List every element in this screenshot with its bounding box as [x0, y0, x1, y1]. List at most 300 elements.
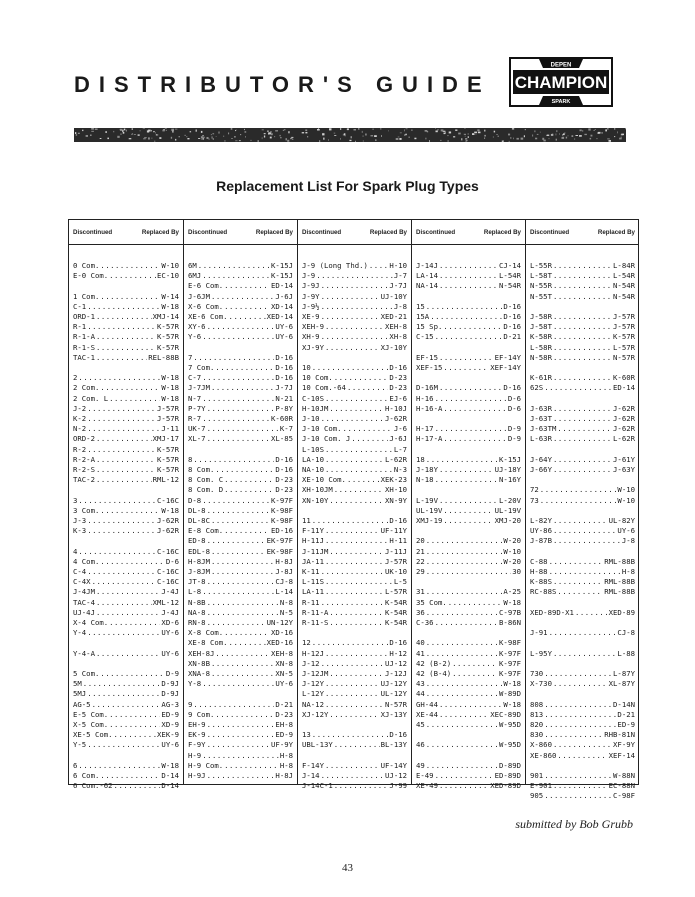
table-row — [184, 496, 297, 506]
table-column — [69, 220, 183, 791]
discontinued-type: E-0 Com. — [73, 271, 109, 281]
leader-dots — [334, 485, 384, 495]
table-row — [298, 618, 411, 628]
table-title: Replacement List For Spark Plug Types — [216, 178, 479, 194]
table-row — [298, 475, 411, 485]
discontinued-type: R-1 — [73, 322, 87, 332]
replacement-type: UL-19V — [494, 505, 521, 515]
replacement-type: UY-6 — [275, 332, 293, 342]
table-row — [526, 557, 639, 567]
table-row — [526, 628, 639, 638]
replacement-type: RHB-81N — [604, 730, 635, 740]
leader-dots — [553, 465, 612, 475]
table-row — [412, 271, 525, 281]
table-row — [526, 720, 639, 730]
discontinued-type: 813 — [530, 709, 544, 719]
table-row — [298, 608, 411, 618]
table-row — [412, 322, 525, 332]
leader-dots — [96, 475, 152, 485]
table-row — [69, 547, 183, 557]
table-row — [184, 659, 297, 669]
discontinued-type: X-730 — [530, 679, 552, 689]
table-row — [412, 302, 525, 312]
replacement-type: XED-89D — [490, 781, 521, 791]
replacement-type: K-98F — [271, 516, 293, 525]
discontinued-type: ORD-2 — [73, 434, 95, 444]
leader-dots — [87, 322, 156, 332]
replacement-type: J-63Y — [613, 465, 635, 474]
discontinued-type: 0 Com. — [73, 261, 100, 270]
discontinued-type: UL-19V — [416, 505, 443, 515]
replacement-type: L-88 — [617, 648, 635, 658]
leader-dots — [544, 383, 612, 393]
leader-dots — [325, 445, 393, 455]
leader-dots — [321, 281, 389, 291]
column-header — [69, 220, 183, 245]
replacement-type: J-6 — [393, 424, 407, 434]
discontinued-type: 12 — [302, 638, 311, 648]
leader-dots — [329, 496, 384, 506]
leader-dots — [215, 710, 274, 720]
champion-logo — [509, 57, 613, 107]
discontinued-type: J-12Y — [302, 679, 324, 689]
leader-dots — [325, 322, 384, 332]
replacement-type: D-23 — [389, 383, 407, 393]
replacement-type: H-8 — [279, 750, 293, 760]
table-row — [184, 332, 297, 342]
discontinued-type: H-8JM — [188, 556, 210, 566]
discontinued-type: C-88 — [530, 556, 548, 566]
replacement-type: UF-9Y — [271, 740, 293, 750]
leader-dots — [321, 771, 384, 781]
table-row — [526, 587, 639, 597]
table-row — [184, 730, 297, 740]
replacement-type: K-98F — [271, 505, 293, 515]
replacement-type: J-61Y — [613, 454, 635, 464]
leader-dots — [435, 771, 494, 781]
discontinued-type: X-8 Com. — [188, 628, 224, 638]
replacement-type: D-16 — [275, 465, 293, 474]
replacement-type: D-23 — [389, 373, 407, 383]
replacement-type: RML-12 — [152, 475, 179, 485]
replacement-type: W-18 — [161, 383, 179, 393]
leader-dots — [549, 628, 617, 638]
replacement-type: EC-10 — [157, 271, 179, 281]
table-row — [412, 536, 525, 546]
replacement-type: EH-8 — [275, 720, 293, 729]
replacement-type: C-16C — [157, 495, 179, 505]
table-row — [69, 720, 183, 730]
discontinued-type: E-49 — [416, 771, 434, 780]
table-row — [69, 598, 183, 608]
replacement-type: UY-6 — [161, 648, 179, 658]
leader-dots — [325, 649, 388, 659]
table-row — [184, 720, 297, 730]
replacement-type: EJ-6 — [389, 393, 407, 403]
leader-dots — [321, 312, 380, 322]
replacement-type: UN-12Y — [266, 618, 293, 627]
leader-dots — [325, 557, 384, 567]
discontinued-type: K-88S — [530, 577, 552, 587]
discontinued-type: J-91 — [530, 628, 548, 638]
leader-dots — [224, 628, 270, 638]
discontinued-type: L-58T — [530, 271, 552, 281]
discontinued-type: 29 — [416, 567, 425, 576]
table-row — [69, 343, 183, 353]
table-row — [526, 608, 639, 618]
replacement-type: W-14 — [161, 291, 179, 301]
leader-dots — [426, 567, 511, 577]
discontinued-type: N-7 — [188, 393, 202, 403]
discontinued-type: J-63TM — [530, 424, 557, 434]
leader-dots — [312, 363, 389, 373]
table-row — [412, 618, 525, 628]
replacement-type: N-16Y — [499, 475, 521, 485]
leader-dots — [553, 679, 608, 689]
discontinued-type: 15 Sp. — [416, 322, 443, 332]
replacement-type: C-16C — [157, 577, 179, 587]
leader-dots — [207, 506, 270, 516]
table-row — [526, 649, 639, 659]
leader-dots — [78, 761, 160, 771]
discontinued-type: 6 Com.-62 — [73, 781, 113, 791]
replacement-type: L-20V — [499, 495, 521, 505]
table-row — [298, 547, 411, 557]
table-row — [298, 465, 411, 475]
discontinued-type: H-16-A — [416, 403, 443, 413]
table-row — [298, 485, 411, 495]
leader-dots — [211, 669, 274, 679]
replacement-type: N-5 — [279, 607, 293, 617]
discontinued-type: N-2 — [73, 424, 87, 434]
leader-dots — [100, 771, 160, 781]
discontinued-type: H-9 — [188, 750, 202, 760]
table-row — [298, 292, 411, 302]
column-header — [412, 220, 525, 245]
leader-dots — [207, 434, 270, 444]
replacement-type: XJ-13Y — [380, 709, 407, 719]
discontinued-type: L-82Y — [530, 516, 552, 525]
discontinued-type: H-11J — [302, 536, 324, 546]
table-row — [69, 394, 183, 404]
discontinued-type: 18 — [416, 454, 425, 464]
replacement-type: J-99 — [389, 781, 407, 791]
leader-dots — [224, 302, 270, 312]
discontinued-type: 2 — [73, 373, 78, 383]
replacement-type: XED-89 — [608, 607, 635, 617]
leader-dots — [211, 292, 274, 302]
replacement-type: D-9 — [507, 424, 521, 434]
table-row — [184, 598, 297, 608]
column-header — [298, 220, 411, 245]
replacement-type: J-7J — [275, 383, 293, 393]
replacement-type: W-95D — [499, 720, 521, 729]
discontinued-type: J-9J — [302, 281, 320, 291]
leader-dots — [443, 506, 493, 516]
discontinued-type: XN-8B — [188, 658, 210, 668]
replacement-type: ED-14 — [613, 383, 635, 393]
replacement-type: K-97F — [499, 648, 521, 658]
discontinued-type: JT-8 — [188, 577, 206, 587]
table-row — [412, 598, 525, 608]
leader-dots — [553, 516, 608, 526]
table-row — [412, 363, 525, 373]
leader-dots — [202, 751, 279, 761]
replacement-type: J-57R — [385, 556, 407, 566]
table-row — [412, 771, 525, 781]
leader-dots — [369, 261, 389, 271]
discontinued-type: J-63T — [530, 414, 552, 423]
leader-dots — [87, 628, 160, 638]
header-replaced-by: Replaced By — [597, 228, 635, 236]
leader-dots — [439, 353, 494, 363]
replacement-type: L-5 — [393, 577, 407, 587]
logo-top-text: DEPEN — [550, 62, 572, 69]
discontinued-type: TAC-1 — [73, 352, 95, 362]
replacement-type: UJ-12 — [385, 658, 407, 668]
discontinued-type: J-8JM — [188, 567, 210, 576]
discontinued-type: C-36 — [416, 618, 434, 627]
table-row — [184, 292, 297, 302]
leader-dots — [329, 710, 379, 720]
table-row — [412, 679, 525, 689]
replacement-type: XMJ-20 — [494, 516, 521, 525]
table-row — [184, 261, 297, 271]
replacement-type: J-6J — [275, 291, 293, 301]
leader-dots — [96, 353, 147, 363]
discontinued-type: 46 — [416, 740, 425, 750]
replacement-type: K-60R — [613, 373, 635, 383]
table-row — [69, 455, 183, 465]
leader-dots — [109, 271, 156, 281]
discontinued-type: 21 — [416, 546, 425, 556]
replacement-type: D-16 — [275, 454, 293, 464]
replacement-type: K-97F — [499, 669, 521, 678]
table-row — [412, 383, 525, 393]
leader-dots — [426, 536, 503, 546]
table-row — [184, 383, 297, 393]
discontinued-type: R-1-S — [73, 342, 95, 352]
discontinued-type: XH-9 — [302, 332, 320, 342]
table-row — [184, 506, 297, 516]
leader-dots — [325, 577, 393, 587]
replacement-type: W-88N — [613, 771, 635, 780]
discontinued-type: ORD-1 — [73, 312, 95, 321]
discontinued-type: 830 — [530, 730, 544, 740]
discontinued-type: NA-12 — [302, 699, 324, 709]
replacement-type: UY-6 — [161, 628, 179, 638]
leader-dots — [202, 332, 274, 342]
leader-dots — [549, 557, 604, 567]
discontinued-type: J-9Y — [302, 291, 320, 301]
leader-dots — [439, 271, 498, 281]
discontinued-type: J-6JM — [188, 291, 210, 301]
table-row — [526, 536, 639, 546]
table-row — [526, 292, 639, 302]
leader-dots — [426, 679, 503, 689]
discontinued-type: XE-860 — [530, 750, 557, 760]
leader-dots — [325, 526, 380, 536]
leader-dots — [343, 424, 393, 434]
table-row — [526, 343, 639, 353]
discontinued-type: 9 — [188, 699, 193, 709]
discontinued-type: 7 — [188, 352, 193, 362]
leader-dots — [211, 383, 274, 393]
header-replaced-by: Replaced By — [369, 228, 407, 236]
header-discontinued: Discontinued — [73, 228, 113, 236]
discontinued-type: EH-9 — [188, 720, 206, 729]
discontinued-type: EF-15 — [416, 352, 438, 362]
replacement-type: XEK-9 — [157, 730, 179, 740]
replacement-type: D-16 — [275, 373, 293, 383]
discontinued-type: EK-9 — [188, 730, 206, 740]
discontinued-type: H-12J — [302, 648, 324, 658]
replacement-type: K-15J — [271, 261, 293, 270]
leader-dots — [557, 424, 612, 434]
discontinued-type: AG-5 — [73, 699, 91, 709]
leader-dots — [325, 679, 380, 689]
discontinued-type: P-7Y — [188, 403, 206, 413]
replacement-type: UY-6 — [617, 526, 635, 536]
replacement-type: K-60R — [271, 414, 293, 423]
replacement-type: W-18 — [161, 393, 179, 403]
leader-dots — [100, 383, 160, 393]
leader-dots — [325, 455, 384, 465]
leader-dots — [347, 475, 380, 485]
discontinued-type: F-9Y — [188, 740, 206, 750]
replacement-type: J-8 — [621, 536, 635, 546]
table-row — [298, 649, 411, 659]
table-row — [184, 761, 297, 771]
leader-dots — [215, 465, 274, 475]
table-column — [525, 220, 639, 801]
table-row — [526, 567, 639, 577]
table-row — [184, 322, 297, 332]
discontinued-type: J-9 — [302, 271, 316, 281]
replacement-type: L-62R — [613, 434, 635, 444]
leader-dots — [426, 761, 498, 771]
leader-dots — [325, 343, 380, 353]
replacement-type: XED-21 — [380, 312, 407, 321]
replacement-type: L-7 — [393, 444, 407, 454]
leader-dots — [92, 577, 156, 587]
replacement-type: W-18 — [503, 679, 521, 689]
discontinued-type: 49 — [416, 760, 425, 770]
replacement-type: J-4J — [161, 587, 179, 597]
replacement-type: REL-88B — [148, 352, 179, 362]
replacement-type: H-8J — [275, 771, 293, 780]
replacement-type: W-18 — [161, 760, 179, 770]
replacement-type: K-54R — [385, 618, 407, 627]
leader-dots — [96, 343, 156, 353]
replacement-type: ED-9 — [617, 720, 635, 729]
discontinued-type: L-11S — [302, 577, 324, 587]
leader-dots — [78, 373, 160, 383]
leader-dots — [100, 292, 160, 302]
replacement-type: XEC-89D — [490, 709, 521, 719]
discontinued-type: ED-8 — [188, 536, 206, 546]
discontinued-type: X-6 Com. — [188, 301, 224, 311]
leader-dots — [325, 536, 388, 546]
table-row — [412, 740, 525, 750]
replacement-type: D-16 — [503, 312, 521, 321]
replacement-type: L-14 — [275, 587, 293, 597]
table-row — [184, 465, 297, 475]
table-row — [526, 414, 639, 424]
table-row — [69, 404, 183, 414]
table-row — [298, 516, 411, 526]
leader-dots — [229, 638, 266, 648]
discontinued-type: Y-4 — [73, 628, 87, 638]
discontinued-type: R-11 — [302, 597, 320, 607]
table-row — [526, 730, 639, 740]
leader-dots — [321, 659, 384, 669]
leader-dots — [312, 730, 389, 740]
discontinued-type: NA-8 — [188, 607, 206, 617]
leader-dots — [443, 322, 502, 332]
leader-dots — [553, 343, 612, 353]
leader-dots — [426, 587, 503, 597]
replacement-type: P-8Y — [275, 403, 293, 413]
table-row — [69, 587, 183, 597]
replacement-type: J-57R — [157, 414, 179, 423]
table-row — [298, 557, 411, 567]
table-row — [412, 353, 525, 363]
discontinued-type: C-4X — [73, 577, 91, 587]
discontinued-type: J-10 Com. — [302, 424, 342, 434]
table-row — [526, 424, 639, 434]
leader-dots — [96, 587, 160, 597]
replacement-type: B-86N — [499, 618, 521, 627]
table-row — [298, 424, 411, 434]
replacement-type: D-16 — [389, 363, 407, 372]
discontinued-type: J-12JM — [302, 669, 329, 678]
discontinued-type: TAC-2 — [73, 475, 95, 485]
discontinued-type: 73 — [530, 495, 539, 505]
leader-dots — [553, 414, 612, 424]
discontinued-type: X-5 Com. — [73, 720, 109, 729]
leader-dots — [347, 383, 388, 393]
discontinued-type: J-14 — [302, 771, 320, 780]
discontinued-type: TAC-4 — [73, 597, 95, 607]
table-row — [412, 669, 525, 679]
table-row — [184, 434, 297, 444]
discontinued-type: 5MJ — [73, 689, 87, 699]
leader-dots — [198, 261, 270, 271]
table-row — [298, 363, 411, 373]
discontinued-type: 42 (B-2) — [416, 658, 452, 668]
table-row — [69, 679, 183, 689]
replacement-type: CJ-8 — [617, 628, 635, 638]
discontinued-type: 11 — [302, 516, 311, 525]
discontinued-type: K-2 — [73, 414, 87, 423]
table-row — [184, 567, 297, 577]
leader-dots — [207, 740, 270, 750]
discontinued-type: 3 Com. — [73, 505, 100, 515]
replacement-type: J-62R — [385, 414, 407, 423]
discontinued-type: 10 Com. — [302, 373, 333, 383]
discontinued-type: 13 — [302, 730, 311, 740]
table-row — [412, 649, 525, 659]
table-row — [69, 516, 183, 526]
replacement-type: K-54R — [385, 607, 407, 617]
discontinued-type: LA-14 — [416, 271, 438, 281]
leader-dots — [211, 516, 270, 526]
table-row — [298, 700, 411, 710]
leader-dots — [426, 689, 498, 699]
replacement-type: D-14N — [613, 699, 635, 709]
leader-dots — [557, 587, 603, 597]
